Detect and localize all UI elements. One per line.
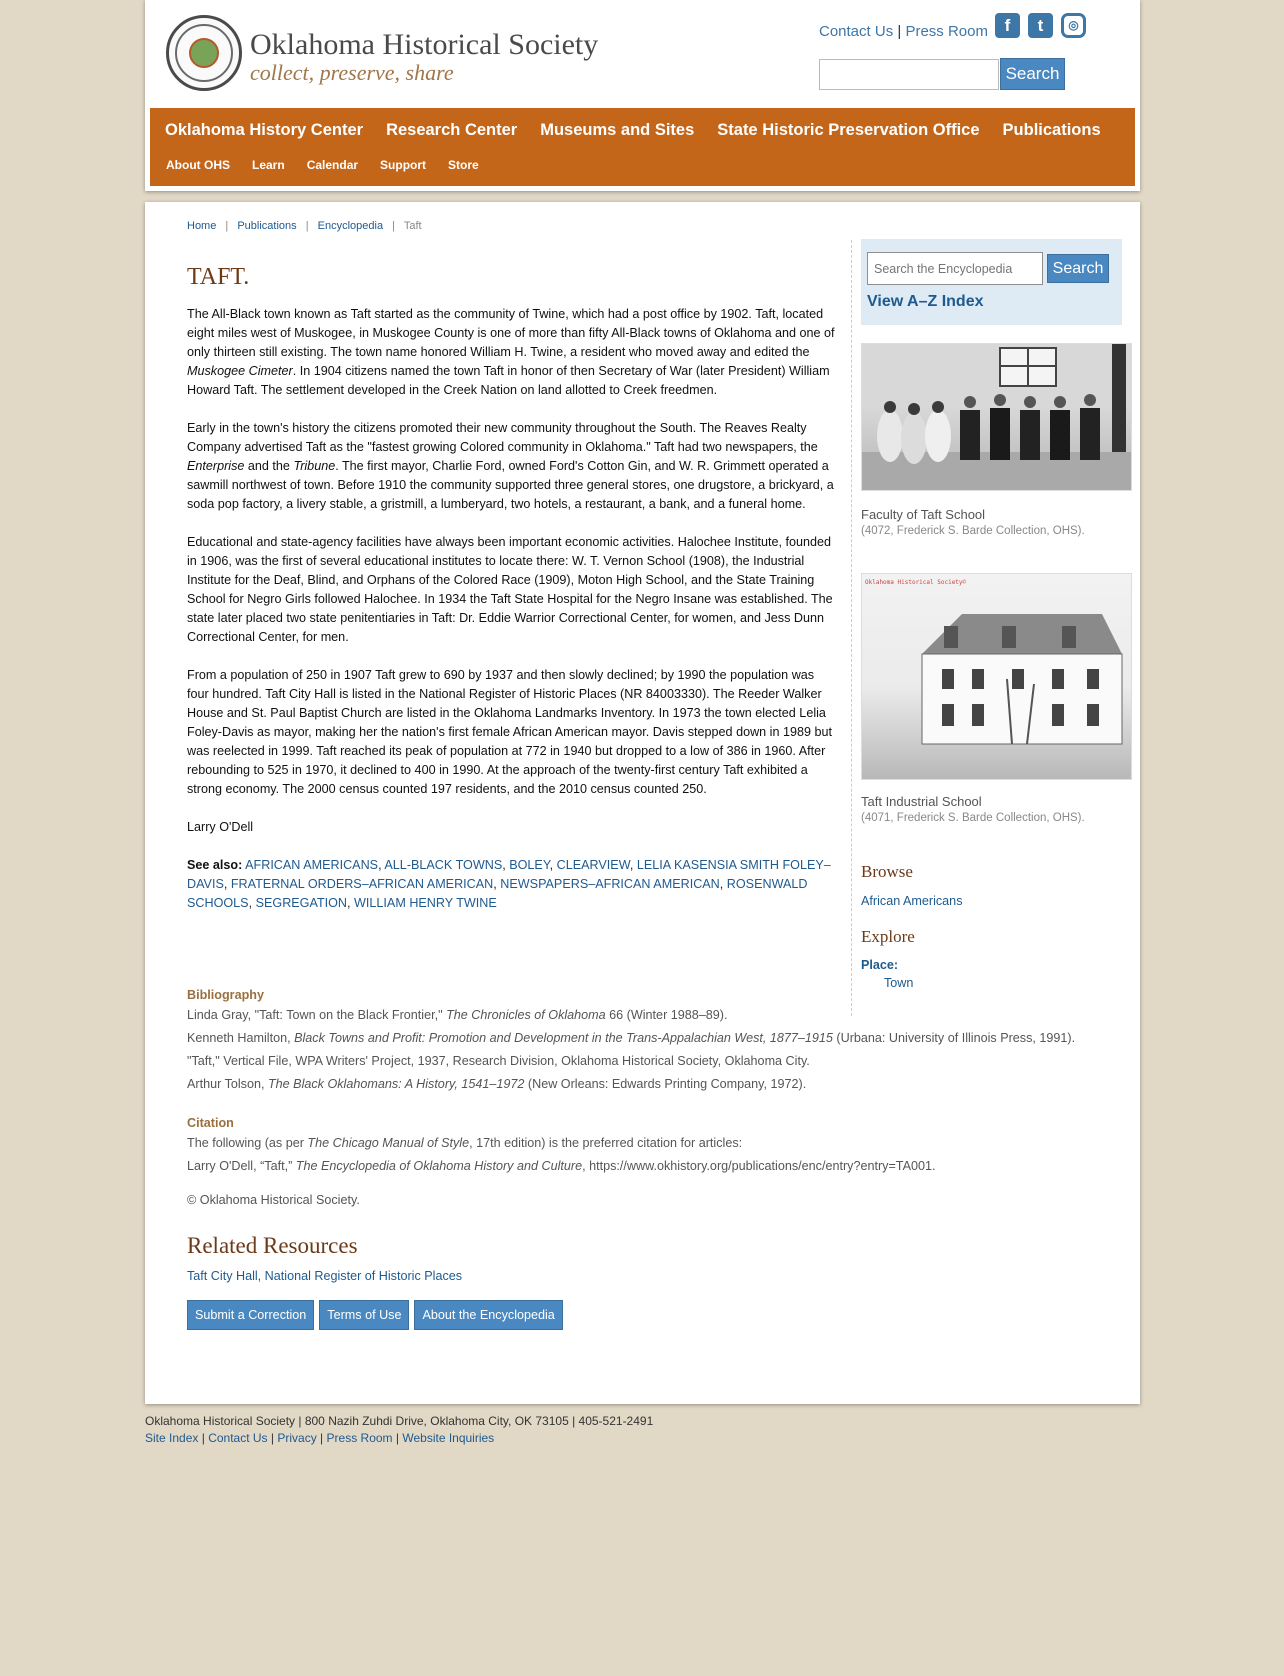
breadcrumb-home[interactable]: Home: [187, 220, 217, 232]
see-also-link[interactable]: CLEARVIEW: [556, 858, 630, 872]
about-encyclopedia-button[interactable]: About the Encyclopedia: [414, 1300, 562, 1330]
sidebar-divider: [851, 240, 852, 1016]
nav-museums-sites[interactable]: Museums and Sites: [540, 121, 695, 139]
submit-correction-button[interactable]: Submit a Correction: [187, 1300, 314, 1330]
see-also-link[interactable]: ROSENWALD SCHOOLS: [187, 877, 808, 910]
browse-heading: Browse: [861, 862, 913, 881]
industrial-school-photo-art: [862, 574, 1132, 780]
place-label: Place:: [861, 958, 899, 972]
breadcrumb-separator: |: [305, 220, 309, 232]
site-search-button[interactable]: Search: [1000, 58, 1065, 90]
place-town-link[interactable]: Town: [884, 976, 914, 990]
bibliography-title: Bibliography: [187, 988, 264, 1002]
utility-separator: |: [897, 23, 902, 40]
nav-history-center[interactable]: Oklahoma History Center: [165, 121, 364, 139]
terms-of-use-button[interactable]: Terms of Use: [319, 1300, 409, 1330]
primary-nav: [165, 121, 1101, 140]
article-actions: [187, 1300, 1087, 1330]
article-paragraph: From a population of 250 in 1907 Taft grew to 690 by 1937 and then slowly declined; by 1990 the population was four hundred. Taft City Hall is listed in the National Register of Historic Places (NR 84003330). The Reeder Walker House and St. Paul Baptist Church are listed in the Oklahoma Landmarks Inventory. In 1973 the town elected Lelia Foley-Davis as mayor, making her the nation's first female African American mayor. Davis stepped down in 1989 but was reelected in 1999. Taft reached its peak of population at 772 in 1940 but dropped to a low of 386 in 1960. After rebounding to 525 in 1970, it declined to 400 in 1990. At the approach of the twenty-first century Taft exhibited a strong economy. The 2000 census counted 197 residents, and the 2010 census counted 250.: [187, 668, 832, 796]
faculty-photo-caption: Faculty of Taft School: [861, 507, 986, 522]
faculty-photo[interactable]: [861, 343, 1132, 491]
press-room-link[interactable]: Press Room: [905, 23, 988, 40]
article-title: TAFT.: [187, 264, 250, 290]
related-resources-title: Related Resources: [187, 1233, 358, 1258]
breadcrumb-separator: |: [225, 220, 229, 232]
footer-press-room-link[interactable]: Press Room: [326, 1431, 393, 1445]
article-paragraph: The All-Black town known as Taft started as the community of Twine, which had a post office by 1902. Taft, located eight miles west of Muskogee, in Muskogee County is one of more than fifty All-Black towns of Oklahoma and one of only thirteen still existing. The town name honored William H. Twine, a resident who moved away and edited the Muskogee Cimeter. In 1904 citizens named the town Taft in honor of then Secretary of War (later President) William Howard Taft. The settlement developed in the Creek Nation on land allotted to Creek freedmen.: [187, 307, 835, 397]
site-search-input[interactable]: [819, 59, 999, 90]
site-footer: [145, 1413, 653, 1447]
citation-title: Citation: [187, 1116, 234, 1130]
industrial-school-photo[interactable]: [861, 573, 1132, 780]
industrial-school-caption: Taft Industrial School: [861, 794, 982, 809]
breadcrumb-separator: |: [392, 220, 395, 232]
site-title[interactable]: Oklahoma Historical Society: [250, 28, 599, 61]
related-resource-link[interactable]: Taft City Hall, National Register of Historic Places: [187, 1269, 463, 1283]
see-also-link[interactable]: FRATERNAL ORDERS–AFRICAN AMERICAN: [230, 877, 494, 891]
see-also-link[interactable]: SEGREGATION: [255, 896, 348, 910]
industrial-school-credit: (4071, Frederick S. Barde Collection, OHS).: [861, 812, 1085, 824]
see-also-link[interactable]: LELIA KASENSIA SMITH FOLEY–DAVIS: [187, 858, 831, 891]
browse-african-americans-link[interactable]: African Americans: [861, 894, 963, 908]
bibliography-item: Arthur Tolson, The Black Oklahomans: A History, 1541–1972 (New Orleans: Edwards Printing Company, 1972).: [187, 1077, 807, 1091]
footer-separator: |: [395, 1431, 400, 1445]
secondary-nav: [166, 158, 479, 172]
see-also-link[interactable]: AFRICAN AMERICANS: [245, 858, 379, 872]
see-also-link[interactable]: BOLEY: [509, 858, 550, 872]
main-navigation: [150, 108, 1135, 186]
article-author: Larry O'Dell: [187, 820, 254, 834]
facebook-icon[interactable]: f: [995, 13, 1020, 38]
footer-website-inquiries-link[interactable]: Website Inquiries: [402, 1431, 495, 1445]
bibliography-section: [187, 988, 1087, 1330]
breadcrumb-encyclopedia[interactable]: Encyclopedia: [317, 220, 384, 232]
photo-watermark: Oklahoma Historical Society©: [865, 579, 967, 586]
bibliography-item: "Taft," Vertical File, WPA Writers' Project, 1937, Research Division, Oklahoma Historical Society, Oklahoma City.: [187, 1054, 810, 1068]
breadcrumb: [187, 220, 422, 232]
citation-intro: The following (as per The Chicago Manual of Style, 17th edition) is the preferred citation for articles:: [187, 1136, 743, 1150]
encyclopedia-search-input[interactable]: [867, 252, 1043, 285]
instagram-icon[interactable]: ◎: [1061, 13, 1086, 38]
encyclopedia-search-button[interactable]: Search: [1047, 254, 1109, 283]
see-also: See also: AFRICAN AMERICANS, ALL-BLACK TOWNS, BOLEY, CLEARVIEW, LELIA KASENSIA SMITH FOLEY–DAVIS, FRATERNAL ORDERS–AFRICAN AMERICAN, NEWSPAPERS–AFRICAN AMERICAN, ROSENWALD SCHOOLS, SEGREGATION, WILLIAM HENRY TWINE: [187, 858, 831, 910]
nav-learn[interactable]: Learn: [252, 158, 285, 172]
twitter-icon[interactable]: t: [1028, 13, 1053, 38]
footer-site-index-link[interactable]: Site Index: [145, 1431, 199, 1445]
social-links: [995, 13, 1086, 38]
article-paragraph: Educational and state-agency facilities have always been important economic activities. Halochee Institute, founded in 1906, was the first of several educational institutes to locate there: W. T. Vernon School (1908), the Industrial Institute for the Deaf, Blind, and Orphans of the Colored Race (1909), Moton High School, and the State Training School for Negro Girls followed Halochee. In 1934 the Taft State Hospital for the Negro Insane was established. The state later placed two state penitentiaries in Taft: Dr. Eddie Warrior Correctional Center, for women, and Jess Dunn Correctional Center, for men.: [187, 535, 833, 644]
citation-section: [187, 1116, 1087, 1176]
nav-about-ohs[interactable]: About OHS: [166, 158, 230, 172]
faculty-photo-art: [862, 344, 1132, 491]
see-also-link[interactable]: ALL-BLACK TOWNS: [384, 858, 503, 872]
see-also-link[interactable]: WILLIAM HENRY TWINE: [354, 896, 497, 910]
related-resources: [187, 1269, 1087, 1283]
main-content-panel: [145, 202, 1140, 1404]
footer-separator: |: [270, 1431, 275, 1445]
nav-publications[interactable]: Publications: [1002, 121, 1101, 139]
nav-store[interactable]: Store: [448, 158, 479, 172]
copyright-notice: © Oklahoma Historical Society.: [187, 1193, 360, 1207]
encyclopedia-search-box: [861, 239, 1122, 325]
footer-separator: |: [201, 1431, 205, 1445]
nav-calendar[interactable]: Calendar: [306, 158, 359, 172]
article-paragraph: Early in the town's history the citizens promoted their new community throughout the South. The Reaves Realty Company advertised Taft as the "fastest growing Colored community in Oklahoma." Taft had two newspapers, the Enterprise and the Tribune. The first mayor, Charlie Ford, owned Ford's Cotton Gin, and W. R. Grimmett operated a sawmill northwest of town. Before 1910 the community supported three general stores, one drugstore, a brickyard, a soda pop factory, a livery stable, a gristmill, a lumberyard, two hotels, a restaurant, a bank, and a funeral home.: [187, 421, 834, 511]
explore-heading: Explore: [861, 927, 915, 946]
ohs-seal-logo[interactable]: [166, 15, 242, 91]
footer-address: Oklahoma Historical Society | 800 Nazih Zuhdi Drive, Oklahoma City, OK 73105 | 405-521-2491: [145, 1414, 654, 1428]
breadcrumb-current: Taft: [403, 220, 422, 232]
site-header: [145, 0, 1140, 191]
nav-support[interactable]: Support: [380, 158, 427, 172]
site-tagline: collect, preserve, share: [250, 60, 454, 85]
see-also-label: See also:: [187, 858, 243, 872]
footer-links: [145, 1430, 653, 1447]
faculty-photo-credit: (4072, Frederick S. Barde Collection, OHS).: [861, 525, 1085, 537]
seal-emblem: [189, 38, 219, 68]
breadcrumb-publications[interactable]: Publications: [237, 220, 297, 232]
citation-text: Larry O'Dell, “Taft,” The Encyclopedia of Oklahoma History and Culture, https://www.okhistory.org/publications/enc/entry?entry=TA001.: [187, 1159, 936, 1173]
utility-links: [819, 23, 988, 40]
footer-separator: |: [320, 1431, 324, 1445]
footer-privacy-link[interactable]: Privacy: [277, 1431, 317, 1445]
article: [187, 264, 837, 913]
az-index-link[interactable]: View A–Z Index: [867, 293, 984, 310]
bibliography-item: Linda Gray, "Taft: Town on the Black Frontier," The Chronicles of Oklahoma 66 (Winter 1988–89).: [187, 1008, 728, 1022]
footer-contact-link[interactable]: Contact Us: [208, 1431, 268, 1445]
bibliography-item: Kenneth Hamilton, Black Towns and Profit: Promotion and Development in the Trans-Appalachian West, 1877–1915 (Urbana: University of Illinois Press, 1991).: [187, 1031, 1076, 1045]
nav-shpo[interactable]: State Historic Preservation Office: [717, 121, 980, 139]
nav-research-center[interactable]: Research Center: [386, 121, 518, 139]
see-also-link[interactable]: NEWSPAPERS–AFRICAN AMERICAN: [500, 877, 720, 891]
contact-us-link[interactable]: Contact Us: [819, 23, 894, 40]
